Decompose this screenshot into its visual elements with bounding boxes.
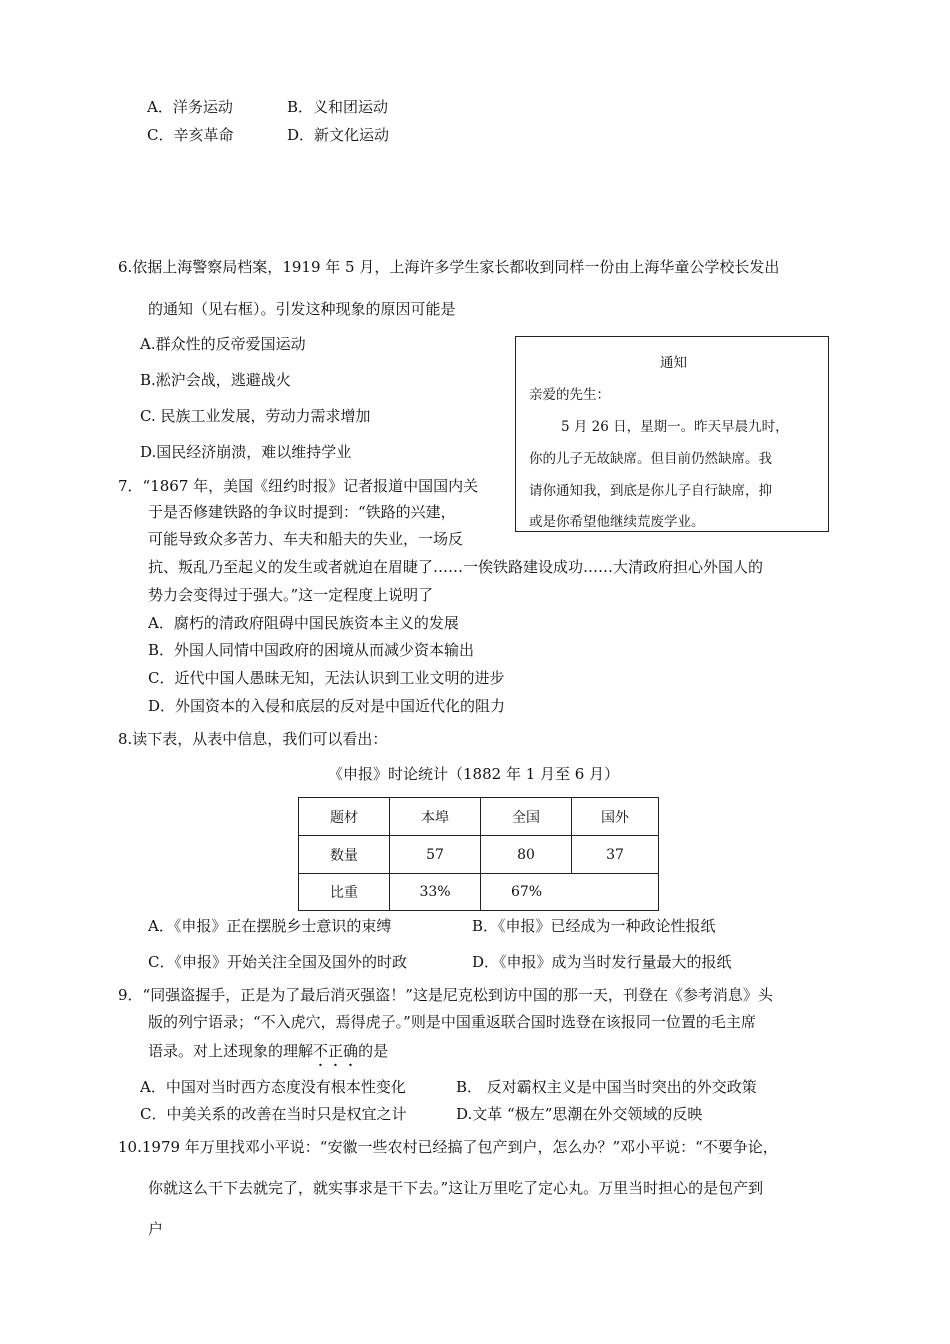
q5-option-b: B．义和团运动 xyxy=(287,98,389,116)
q7-stem-line1: 7．“1867 年，美国《纽约时报》记者报道中国国内关 xyxy=(118,477,479,495)
q6-option-a: A.群众性的反帝爱国运动 xyxy=(140,335,306,353)
q8-option-b: B．《申报》已经成为一种政论性报纸 xyxy=(472,917,716,935)
notice-box xyxy=(515,336,829,532)
q6-option-d: D.国民经济崩溃，难以维持学业 xyxy=(140,443,352,461)
q5-option-d: D．新文化运动 xyxy=(287,126,390,144)
table-header-cell: 全国 xyxy=(481,798,572,836)
q7-stem-line2: 于是否修建铁路的争议时提到：“铁路的兴建， xyxy=(148,503,456,521)
table-cell: 57 xyxy=(390,836,481,874)
notice-title: 通知 xyxy=(660,355,687,371)
q7-option-d: D．外国资本的入侵和底层的反对是中国近代化的阻力 xyxy=(148,697,506,715)
q9-option-b: B． 反对霸权主义是中国当时突出的外交政策 xyxy=(456,1078,757,1096)
notice-line2: 你的儿子无故缺席。但目前仍然缺席。我 xyxy=(529,451,772,467)
emphasis-char: 确 xyxy=(343,1042,359,1060)
table-cell: 37 xyxy=(572,836,659,874)
notice-line3: 请你通知我，到底是你儿子自行缺席，抑 xyxy=(529,483,772,499)
q9-option-a: A．中国对当时西方态度没有根本性变化 xyxy=(140,1078,406,1096)
table-cell-merged: 67% xyxy=(481,874,659,911)
emphasis-char: 不 xyxy=(313,1042,329,1060)
q10-stem-line2: 你就这么干下去就完了，就实事求是干下去。”这让万里吃了定心丸。万里当时担心的是包产到 xyxy=(148,1179,764,1197)
q7-stem-line5: 势力会变得过于强大。”这一定程度上说明了 xyxy=(148,586,434,604)
q7-option-a: A．腐朽的清政府阻碍中国民族资本主义的发展 xyxy=(148,614,459,632)
q10-stem-line1: 10.1979 年万里找邓小平说：“安徽一些农村已经搞了包产到户，怎么办？”邓小平说：“不要争论， xyxy=(118,1138,778,1156)
table-cell: 33% xyxy=(390,874,481,911)
q9-stem-line3-post: 的是 xyxy=(358,1042,389,1060)
q6-stem-line2: 的通知（见右框）。引发这种现象的原因可能是 xyxy=(148,300,456,318)
q8-table-title: 《申报》时论统计（1882 年 1 月至 6 月） xyxy=(328,765,620,783)
notice-line4: 或是你希望他继续荒废学业。 xyxy=(529,514,705,530)
q8-stem: 8.读下表，从表中信息，我们可以看出： xyxy=(118,730,388,748)
q9-option-d: D.文革 “极左”思潮在外交领域的反映 xyxy=(456,1105,703,1123)
notice-line1: 5 月 26 日，星期一。昨天早晨九时， xyxy=(561,419,789,435)
table-cell: 比重 xyxy=(299,874,390,911)
table-header-cell: 本埠 xyxy=(390,798,481,836)
q7-option-b: B．外国人同情中国政府的困境从而减少资本输出 xyxy=(148,641,475,659)
table-header-cell: 国外 xyxy=(572,798,659,836)
q9-stem-line3 xyxy=(148,1041,388,1061)
stats-table xyxy=(298,797,659,911)
q9-option-c: C．中美关系的改善在当时只是权宜之计 xyxy=(140,1105,407,1123)
table-header-cell: 题材 xyxy=(299,798,390,836)
q6-option-b: B.淞沪会战，逃避战火 xyxy=(140,371,291,389)
table-cell: 80 xyxy=(481,836,572,874)
q9-stem-line1: 9．“同强盗握手，正是为了最后消灭强盗！”这是尼克松到访中国的那一天，刊登在《参考消息》头 xyxy=(118,986,773,1004)
q8-option-a: A．《申报》正在摆脱乡士意识的束缚 xyxy=(148,917,392,935)
q5-option-a: A．洋务运动 xyxy=(147,98,233,116)
q10-stem-line3: 户 xyxy=(148,1220,164,1238)
table-cell: 数量 xyxy=(299,836,390,874)
q6-option-c: C. 民族工业发展，劳动力需求增加 xyxy=(140,407,371,425)
q7-option-c: C．近代中国人愚昧无知，无法认识到工业文明的进步 xyxy=(148,669,505,687)
q5-option-c: C．辛亥革命 xyxy=(147,126,234,144)
q9-stem-line2: 版的列宁语录；“不入虎穴，焉得虎子。”则是中国重返联合国时选登在该报同一位置的毛主席 xyxy=(148,1013,756,1031)
q7-stem-line4: 抗、叛乱乃至起义的发生或者就迫在眉睫了……一俟铁路建设成功……大清政府担心外国人的 xyxy=(148,558,764,576)
notice-greeting: 亲爱的先生： xyxy=(529,387,610,403)
q8-option-c: C．《申报》开始关注全国及国外的时政 xyxy=(148,953,407,971)
q7-stem-line3: 可能导致众多苦力、车夫和船夫的失业，一场反 xyxy=(148,530,464,548)
q9-stem-line3-pre: 语录。对上述现象的理解 xyxy=(148,1042,314,1060)
emphasis-char: 正 xyxy=(328,1042,344,1060)
q6-stem-line1: 6.依据上海警察局档案，1919 年 5 月，上海许多学生家长都收到同样一份由上海华童公学校长发出 xyxy=(118,258,780,276)
q8-option-d: D．《申报》成为当时发行量最大的报纸 xyxy=(472,953,732,971)
